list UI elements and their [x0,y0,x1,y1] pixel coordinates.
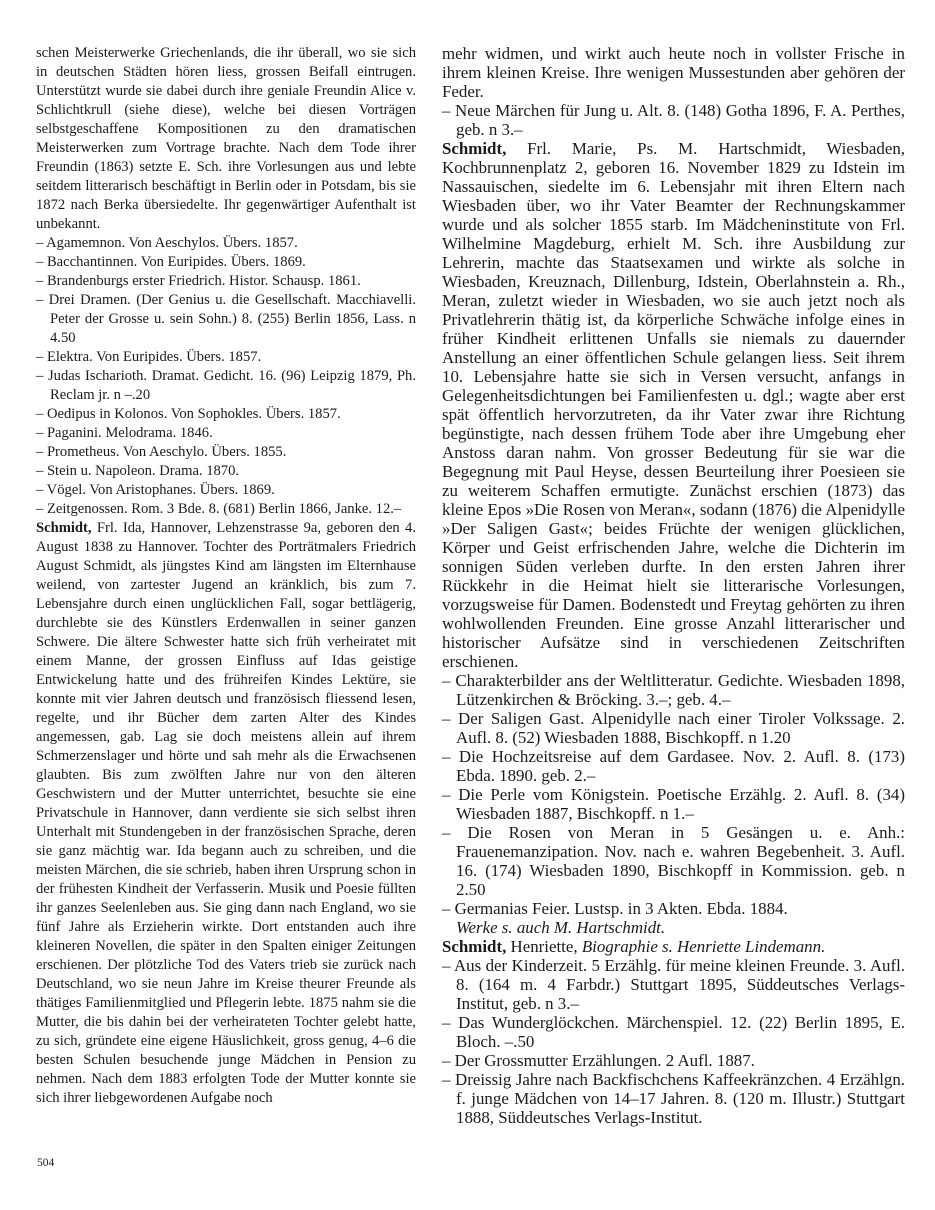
work-list-item: – Agamemnon. Von Aeschylos. Übers. 1857. [36,235,298,251]
work-list-item: – Prometheus. Von Aeschylo. Übers. 1855. [36,444,287,460]
work-list-item: – Die Rosen von Meran in 5 Gesängen u. e. Anh.: Frauenemanzipation. Nov. nach e. wahren Begebenheit. 3. Aufl. 16. (174) Wiesbaden 1890, Bischkopff in Kommission. geb. n 2.50 [442,823,905,899]
entry-schmidt-ida [36,519,416,1108]
entry-schmidt-marie [442,139,905,671]
entry-name: Schmidt, [442,937,507,956]
text-columns [36,44,905,1127]
work-list-item: – Der Saligen Gast. Alpenidylle nach einer Tiroler Volkssage. 2. Aufl. 8. (52) Wiesbaden 1888, Bischkopff. n 1.20 [442,709,905,747]
work-list-item: – Drei Dramen. (Der Genius u. die Gesellschaft. Macchiavelli. Peter der Grosse u. sein Sohn.) 8. (255) Berlin 1856, Lass. n 4.50 [36,292,416,346]
work-list-item: – Vögel. Von Aristophanes. Übers. 1869. [36,482,275,498]
entry-text: Frl. Marie, Ps. M. Hartschmidt, Wiesbaden, Kochbrunnenplatz 2, geboren 16. November 1829 zu Idstein im Nassauischen, siedelte im 6. Lebensjahr mit ihren Eltern nach Wiesbaden über, wo ihr Vater Beamter der Rechnungskammer wurde und als solcher 1855 starb. Im Mädcheninstitute von Frl. Wilhelmine Magdeburg, erhielt M. Sch. ihre Ausbildung zur Lehrerin, machte das Staatsexamen und wirkte als solche in Wiesbaden, Kreuznach, Dillenburg, Idstein, Oberlahnstein a. Rh., Meran, zuletzt wieder in Wiesbaden, wo sie auch jetzt noch als Privatlehrerin thätig ist, da körperliche Schwäche infolge eines in früher Kindheit erlittenen Unfalls sie niemals zu dauernder Anstellung an einer öffentlichen Schule gelangen liess. Seit ihrem 10. Lebensjahre hatte sie sich in Versen versucht, anfangs in Gelegenheitsdichtungen bei Familienfesten u. dgl.; wagte aber erst spät öffentlich hervorzutreten, da ihr Vater zwar ihre Richtung begünstigte, nach dessen frühem Tode aber ihre Umgebung eher Anstoss daran nahm. Von grosser Bedeutung für sie war die Begegnung mit Paul Heyse, dessen Beurteilung ihrer Poesieen sie zu weiterem Schaffen ermutigte. Zunächst erschien (1873) das kleine Epos »Die Rosen von Meran«, sodann (1876) die Alpenidylle »Der Saligen Gast«; beides Früchte der wenigen glücklichen, Körper und Geist erfrischenden Jahre, welche die Dichterin im sonnigen Süden verleben durfte. In den ersten Jahren ihrer Rückkehr in die Heimat hielt sie litterarische Vorlesungen, vorzugsweise für Damen. Bodenstedt und Freytag gehörten zu ihren wohlwollenden Freunden. Eine grosse Anzahl litterarischer und historischer Aufsätze sind in verschiedenen Zeitschriften erschienen. [442,139,905,671]
work-list-item: – Charakterbilder ans der Weltlitteratur. Gedichte. Wiesbaden 1898, Lützenkirchen & Bröcking. 3.–; geb. 4.– [442,671,905,709]
entry-text: Frl. Ida, Hannover, Lehzenstrasse 9a, geboren den 4. August 1838 zu Hannover. Tochter des Porträtmalers Friedrich August Schmidt, als jüngstes Kind am längsten im Elternhause weilend, von zartester Jugend an kränklich, bis zum 7. Lebensjahre durch einen unglücklichen Fall, sogar bettlägerig, durchlebte sie des Künstlers Erdenwallen in seiner ganzen Schwere. Die ältere Schwester hatte sich früh verheiratet mit einem Manne, der grossen Einfluss auf Idas geistige Entwickelung hatte und des frühreifen Kindes Lektüre, sie konnte mit vier Jahren deutsch und französisch fliessend lesen, regelte, und ihr Bücher dem zarten Alter des Kindes angemessen, gab. Lag sie doch meistens allein auf ihrem Schmerzenslager und hörte und sah mehr als die Erwachsenen glaubten. Bis zum zwölften Jahre nur von den älteren Geschwistern und der Mutter unterrichtet, besuchte sie eine Privatschule in Hannover, dann verdiente sie sich selbst ihren Unterhalt mit Stundengeben in der französischen Sprache, deren sie ganz mächtig war. Ida begann auch zu schreiben, und die meisten Märchen, die sie schrieb, haben ihren Ursprung schon in der frühesten Kindheit der Verfasserin. Musik und Poesie füllten ihr ganzes Seelenleben aus. Sie ging dann nach England, wo sie fünf Jahre als Erzieherin wirkte. Dort entstanden auch ihre kleineren Novellen, die später in den Spalten einiger Zeitungen erschienen. Der plötzliche Tod des Vaters trieb sie zurück nach Deutschland, wo sie neun Jahre im Kreise theurer Freunde als thätiges Familienmitglied und Pflegerin lebte. 1875 nahm sie die Mutter, die bis dahin bei der verheirateten Tochter gelebt hatte, zu sich, gründete eine eigene Häuslichkeit, gross genug, 4–6 die besten Schulen besuchende junge Mädchen in Pension zu nehmen. Nach dem 1883 erfolgten Tode der Mutter konnte sie sich ihrer liebgewordenen Aufgabe noch [36,520,416,1106]
work-list [442,101,905,139]
page-number: 504 [37,1157,55,1169]
work-list-item: – Elektra. Von Euripides. Übers. 1857. [36,349,262,365]
work-list-item: – Die Hochzeitsreise auf dem Gardasee. Nov. 2. Aufl. 8. (173) Ebda. 1890. geb. 2.– [442,747,905,785]
work-list-item: – Der Grossmutter Erzählungen. 2 Aufl. 1887. [442,1051,755,1070]
work-list-item: – Das Wunderglöckchen. Märchenspiel. 12. (22) Berlin 1895, E. Bloch. –.50 [442,1013,905,1051]
work-list [36,234,416,519]
work-list-item: – Die Perle vom Königstein. Poetische Erzählg. 2. Aufl. 8. (34) Wiesbaden 1887, Bischkopff. n 1.– [442,785,905,823]
work-list-item: – Paganini. Melodrama. 1846. [36,425,213,441]
work-list-item: – Neue Märchen für Jung u. Alt. 8. (148) Gotha 1896, F. A. Perthes, geb. n 3.– [442,101,905,139]
work-list-item: – Bacchantinnen. Von Euripides. Übers. 1869. [36,254,306,270]
work-list-item: – Brandenburgs erster Friedrich. Histor. Schausp. 1861. [36,273,361,289]
entry-schmidt-henriette [442,937,905,956]
continuation-paragraph: mehr widmen, und wirkt auch heute noch in vollster Frische in ihrem kleinen Kreise. Ihre wenigen Mussestunden aber gehören der Feder. [442,44,905,101]
work-list-item: – Zeitgenossen. Rom. 3 Bde. 8. (681) Berlin 1866, Janke. 12.– [36,501,402,517]
work-list-item: – Judas Ischarioth. Dramat. Gedicht. 16. (96) Leipzig 1879, Ph. Reclam jr. n –.20 [36,368,416,403]
entry-name: Schmidt, [442,139,507,158]
biography-reference: Biographie s. Henriette Lindemann. [581,937,826,956]
work-list-item: – Dreissig Jahre nach Backfischchens Kaffeekränzchen. 4 Erzählgn. f. junge Mädchen von 14–17 Jahren. 8. (120 m. Illustr.) Stuttgart 1888, Süddeutsches Verlags-Institut. [442,1070,905,1127]
work-list-item: – Oedipus in Kolonos. Von Sophokles. Übers. 1857. [36,406,341,422]
work-list [442,956,905,1127]
work-list [442,671,905,918]
work-list-item: – Germanias Feier. Lustsp. in 3 Akten. Ebda. 1884. [442,899,788,918]
entry-text: Henriette, [506,937,582,956]
continuation-paragraph: schen Meisterwerke Griechenlands, die ihr überall, wo sie sich in deutschen Städten hören liess, grossen Beifall eintrugen. Unterstützt wurde sie dabei durch ihre geniale Freundin Alice v. Schlichtkrull (siehe diese), welche bei diesen Vorträgen selbstgeschaffene Kompositionen zu den dramatischen Meisterwerken zum Vortrage brachte. Nach dem Tode ihrer Freundin (1863) setzte E. Sch. ihre Vorlesungen aus und lebte seitdem litterarisch beschäftigt in Berlin oder in Potsdam, bis sie 1872 nach Berka übersiedelte. Ihr gegenwärtiger Aufenthalt ist unbekannt. [36,45,416,232]
left-column [36,44,416,1108]
right-column [442,44,905,1127]
cross-reference-note: Werke s. auch M. Hartschmidt. [456,918,666,937]
work-list-item: – Aus der Kinderzeit. 5 Erzählg. für meine kleinen Freunde. 3. Aufl. 8. (164 m. 4 Farbdr.) Stuttgart 1895, Süddeutsches Verlags-Institut, geb. n 3.– [442,956,905,1013]
entry-name: Schmidt, [36,520,92,536]
work-list-item: – Stein u. Napoleon. Drama. 1870. [36,463,240,479]
